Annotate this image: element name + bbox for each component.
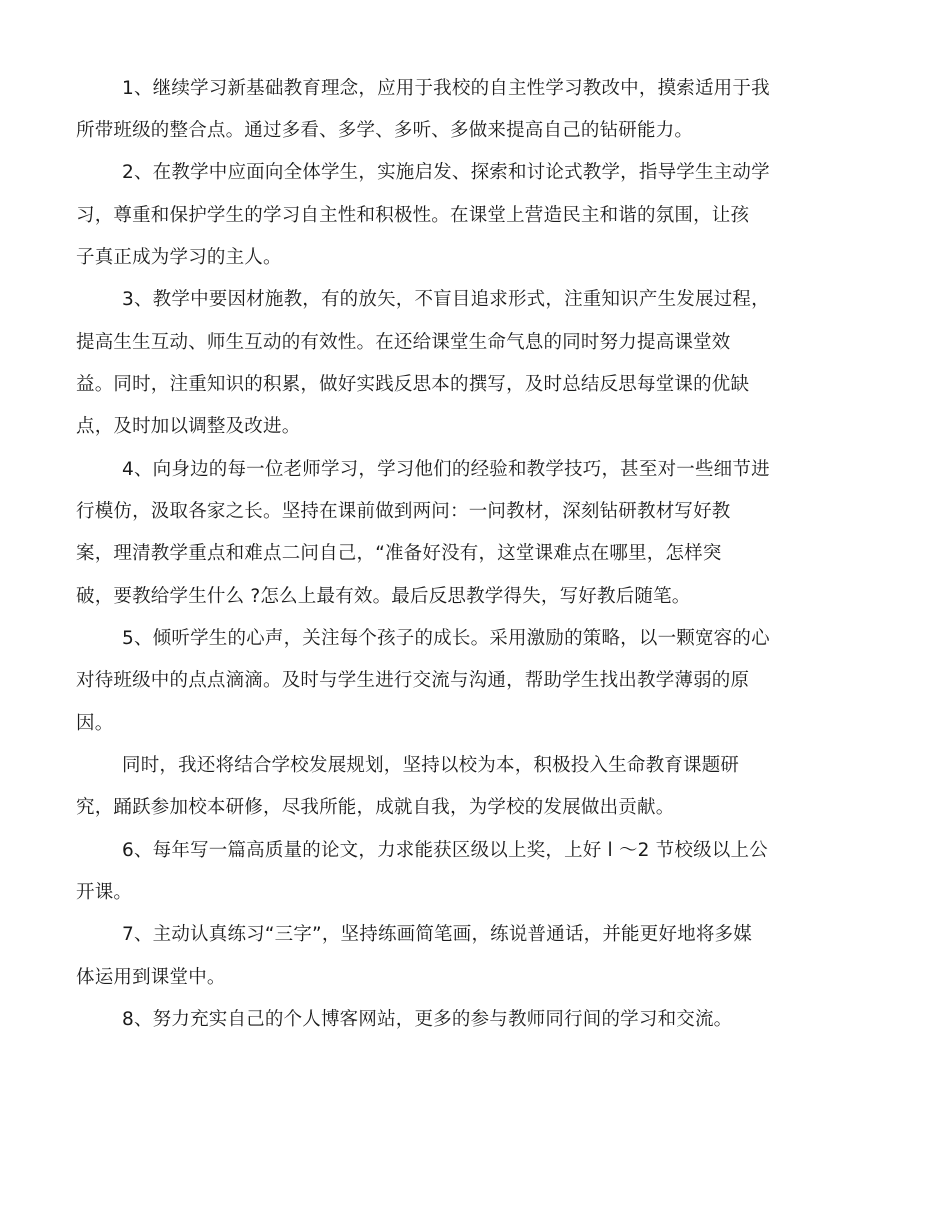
text-line: 所带班级的整合点。通过多看、多学、多听、多做来提高自己的钻研能力。 bbox=[76, 120, 694, 141]
text-line: 开课。 bbox=[76, 882, 133, 903]
text-line: 2、在教学中应面向全体学生，实施启发、探索和讨论式教学，指导学生主动学 bbox=[122, 162, 770, 183]
text-line: 对待班级中的点点滴滴。及时与学生进行交流与沟通，帮助学生找出教学薄弱的原 bbox=[76, 670, 750, 691]
text-line: 破，要教给学生什么 ?怎么上最有效。最后反思教学得失，写好教后随笔。 bbox=[76, 586, 691, 607]
text-line: 习，尊重和保护学生的学习自主性和积极性。在课堂上营造民主和谐的氛围，让孩 bbox=[76, 205, 750, 226]
text-line: 1、继续学习新基础教育理念，应用于我校的自主性学习教改中，摸索适用于我 bbox=[122, 78, 770, 99]
text-line: 同时，我还将结合学校发展规划，坚持以校为本，积极投入生命教育课题研 bbox=[122, 755, 740, 776]
text-line: 行模仿，汲取各家之长。坚持在课前做到两问：一问教材，深刻钻研教材写好教 bbox=[76, 501, 731, 522]
text-line: 益。同时，注重知识的积累，做好实践反思本的撰写，及时总结反思每堂课的优缺 bbox=[76, 374, 750, 395]
text-line: 因。 bbox=[76, 713, 114, 734]
text-line: 7、主动认真练习“三字”，坚持练画简笔画，练说普通话，并能更好地将多媒 bbox=[122, 924, 752, 945]
text-line: 8、努力充实自己的个人博客网站，更多的参与教师同行间的学习和交流。 bbox=[122, 1009, 733, 1030]
text-line: 点，及时加以调整及改进。 bbox=[76, 416, 301, 437]
text-line: 6、每年写一篇高质量的论文，力求能获区级以上奖，上好 l ～2 节校级以上公 bbox=[122, 840, 768, 861]
text-line: 子真正成为学习的主人。 bbox=[76, 247, 282, 268]
text-line: 4、向身边的每一位老师学习，学习他们的经验和教学技巧，甚至对一些细节进 bbox=[122, 459, 770, 480]
text-line: 3、教学中要因材施教，有的放矢，不盲目追求形式，注重知识产生发展过程， bbox=[122, 289, 770, 310]
text-line: 提高生生互动、师生互动的有效性。在还给课堂生命气息的同时努力提高课堂效 bbox=[76, 332, 731, 353]
text-line: 案，理清教学重点和难点二问自己，“准备好没有，这堂课难点在哪里，怎样突 bbox=[76, 543, 722, 564]
text-line: 体运用到课堂中。 bbox=[76, 967, 226, 988]
text-line: 究，踊跃参加校本研修，尽我所能，成就自我，为学校的发展做出贡献。 bbox=[76, 797, 675, 818]
text-line: 5、倾听学生的心声，关注每个孩子的成长。采用激励的策略，以一颗宽容的心 bbox=[122, 628, 770, 649]
